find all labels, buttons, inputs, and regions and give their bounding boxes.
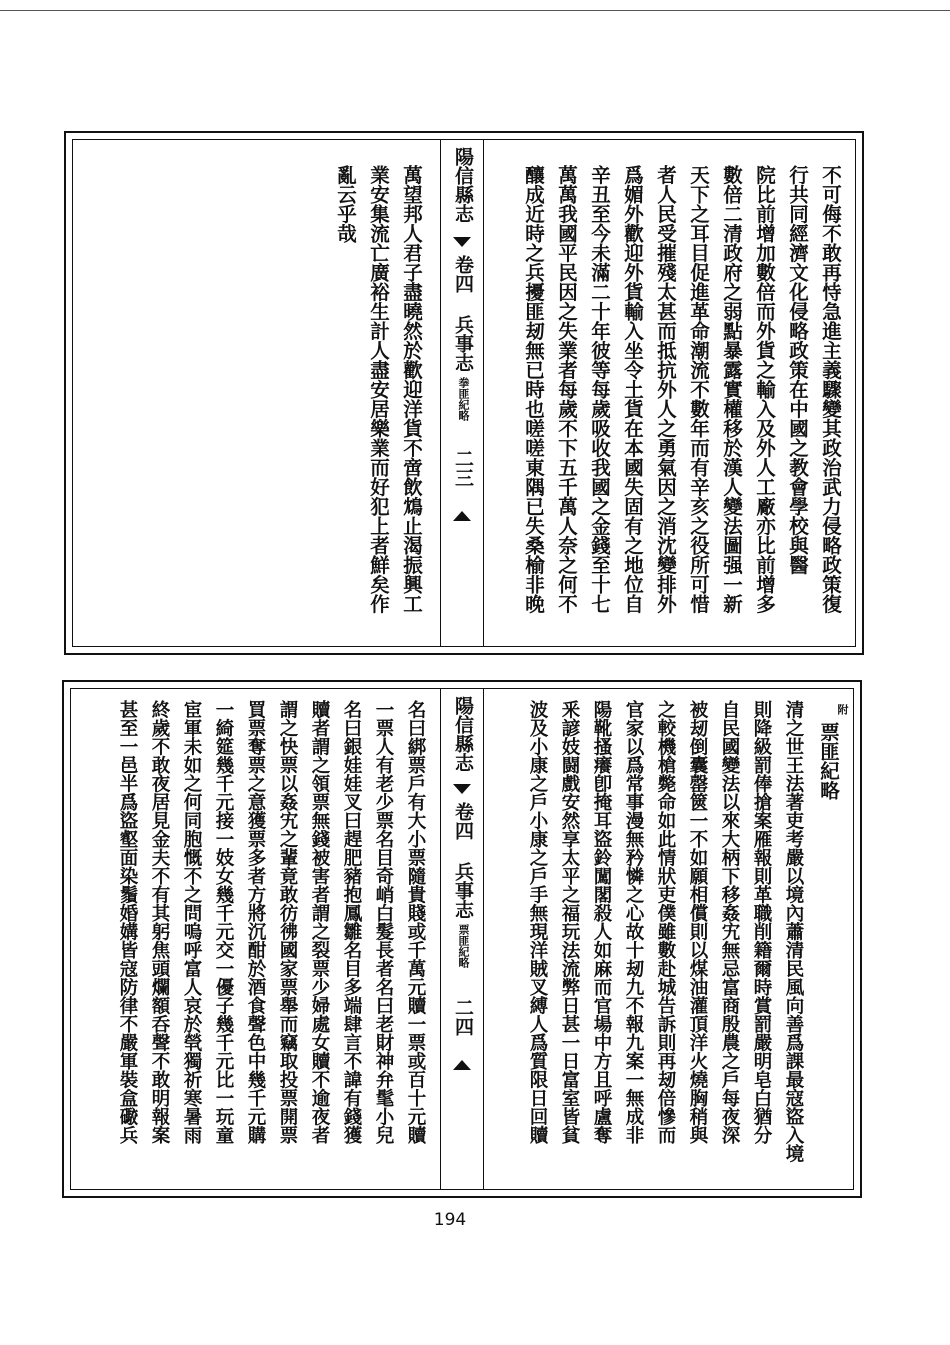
top-page-panel [64, 131, 864, 655]
text-column: 之較機槍斃命如此情狀吏僕雖數赴城告訴則再刼倍慘而 [655, 700, 676, 1144]
center-banner [440, 139, 484, 647]
fish-tail-mark [453, 784, 471, 794]
text-column: 陽靴搔癢卽掩耳盜鈴闖閣殺人如麻而官場中方且呼盧奪 [591, 700, 612, 1144]
text-column: 萬望邦人君子盡曉然於歡迎洋貨不啻飲鴆止渴振興工 [400, 165, 423, 614]
leaf-number: 二三 [452, 449, 474, 487]
text-column: 院比前增加數倍而外貨之輸入及外人工廠亦比前增多 [753, 165, 776, 614]
book-title: 陽信縣志 [452, 696, 474, 772]
text-column: 終歲不敢夜居見金夫不有其躬焦頭爛額呑聲不敢明報案 [149, 700, 170, 1144]
text-column: 不可侮不敢再恃急進主義驟變其政治武力侵略政策復 [819, 165, 842, 614]
text-column: 萬萬我國平民因之失業者每歲不下五千萬人奈之何不 [555, 165, 578, 614]
text-column: 行共同經濟文化侵略政策在中國之教會學校與醫 [786, 165, 809, 575]
volume-title: 卷四 兵事志 [452, 802, 474, 919]
fish-tail-mark-lower [453, 511, 471, 521]
section-name: 拳匪紀略 [457, 377, 470, 421]
bottom-page-panel [62, 680, 862, 1198]
text-column: 官家以爲常事漫無矜憐之心故十刼九不報九案一無成非 [623, 700, 644, 1144]
text-column: 買票奪票之意獲票多者方將沉酣於酒食聲色中幾千元購 [245, 700, 266, 1144]
leaf-number: 二四 [452, 998, 474, 1036]
book-title: 陽信縣志 [452, 147, 474, 223]
text-column: 亂云乎哉 [334, 165, 357, 243]
text-column: 贖者謂之領票無錢被害者謂之裂票少婦處女贖不逾夜者 [309, 700, 330, 1144]
text-column: 被刼倒囊罄篋一不如願相償則以煤油灌頂洋火燒胸稍與 [687, 700, 708, 1144]
appendix-marker: 附 [836, 704, 849, 715]
text-column: 名曰綁票戶有大小票隨貴賤或千萬元贖一票或百十元贖 [405, 700, 426, 1144]
text-column: 業安集流亡廣裕生計人盡安居樂業而好犯上者鮮矣作 [367, 165, 390, 614]
volume-title: 卷四 兵事志 [452, 255, 474, 372]
section-name: 票匪紀略 [457, 924, 470, 968]
text-column: 則降級罰俸搶案雁報則革職削籍爾時賞罰嚴明皂白猶分 [751, 700, 772, 1144]
text-column: 者人民受摧殘太甚而抵抗外人之勇氣因之消沈變排外 [654, 165, 677, 614]
text-column: 辛丑至今未滿二十年彼等每歲吸收我國之金錢至十七 [588, 165, 611, 614]
text-column: 一票人有老少票名目奇峭白髮長者名曰老財神弁髦小兒 [373, 700, 394, 1144]
fish-tail-mark-lower [453, 1060, 471, 1070]
text-column: 釆諺妓闘戲安然享太平之福玩法流弊日甚一日富室皆貧 [559, 700, 580, 1144]
section-heading: 票匪紀略 [817, 722, 840, 800]
text-column: 自民國變法以來大柄下移姦宄無忌富商殷農之戶每夜深 [719, 700, 740, 1144]
text-column: 一綺筵幾千元接一妓女幾千元交一優子幾千元比一玩童 [213, 700, 234, 1144]
text-column: 釀成近時之兵擾匪刼無已時也嗟嗟東隅已失桑榆非晚 [522, 165, 545, 614]
scan-top-rule [0, 10, 950, 11]
text-column: 宦軍未如之何同胞慨不之問嗚呼富人哀於煢獨祈寒暑雨 [181, 700, 202, 1144]
fish-tail-mark [453, 237, 471, 247]
center-banner [440, 688, 484, 1190]
text-column: 波及小康之戶小康之戶手無現洋賊叉縛人爲質限日回贖 [527, 700, 548, 1144]
page-number: 194 [433, 1210, 467, 1230]
text-column: 名曰銀娃娃叉曰趕肥豬抱鳳雛名目多端肆言不諱有錢獲 [341, 700, 362, 1144]
text-column: 清之世王法著吏考嚴以境內蕭清民風向善爲課最寇盜入境 [783, 700, 804, 1163]
text-column: 數倍二清政府之弱點暴露實權移於漢人變法圖强一新 [720, 165, 743, 614]
text-column: 謂之快票以姦宄之輩竟敢彷彿國家票舉而竊取投票開票 [277, 700, 298, 1144]
text-column: 甚至一邑半爲盜壑面染鬚婚媾皆寇防律不嚴軍裝盒礮兵 [117, 700, 138, 1144]
text-column: 天下之耳目促進革命潮流不數年而有辛亥之役所可惜 [687, 165, 710, 614]
text-column: 爲媚外歡迎外貨輸入坐令土貨在本國失固有之地位自 [621, 165, 644, 614]
